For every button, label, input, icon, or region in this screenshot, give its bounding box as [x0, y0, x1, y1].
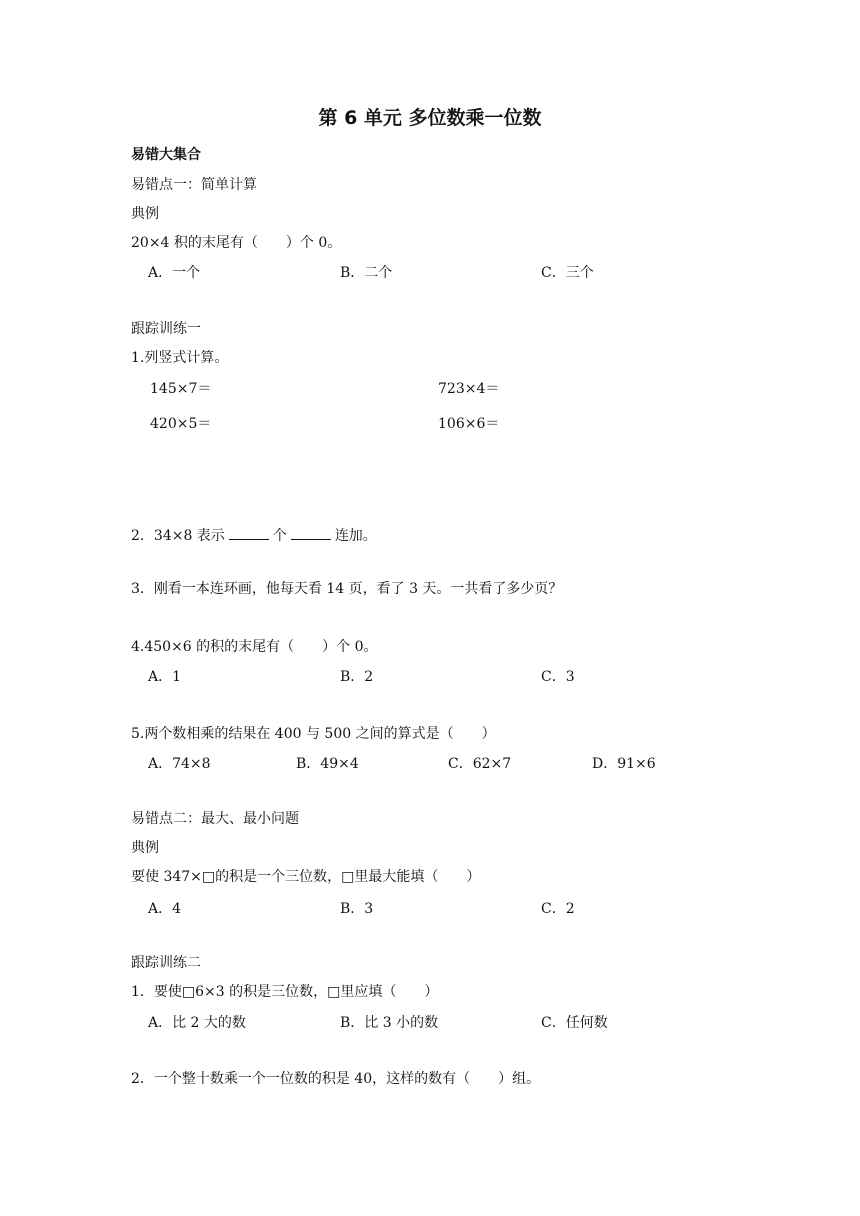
point1-option-c: C．三个	[541, 265, 594, 281]
training1-q2-pre: 2．34×8 表示	[131, 528, 225, 544]
point1-option-a: A．一个	[148, 265, 201, 281]
training2-q2: 2．一个整十数乘一个一位数的积是 40，这样的数有（ ）组。	[131, 1071, 541, 1087]
training1-q4-option-a: A．1	[148, 669, 182, 685]
training1-q4-option-b: B．2	[340, 669, 374, 685]
training1-label: 跟踪训练一	[131, 321, 201, 337]
training1-q1-item-4: 106×6＝	[438, 416, 500, 432]
training1-q5-option-d: D．91×6	[592, 756, 656, 772]
answer-blank[interactable]	[229, 525, 269, 540]
training1-q1-item-1: 145×7＝	[150, 381, 212, 397]
training1-q1-item-3: 420×5＝	[150, 416, 212, 432]
page-title: 第 6 单元 多位数乘一位数	[318, 107, 542, 129]
training1-q1-item-2: 723×4＝	[438, 381, 500, 397]
training1-q4-option-c: C．3	[541, 669, 575, 685]
answer-blank[interactable]	[291, 525, 331, 540]
point2-label: 易错点二：最大、最小问题	[131, 811, 299, 827]
point1-label: 易错点一：简单计算	[131, 177, 257, 193]
training1-q4-stem: 4.450×6 的积的末尾有（ ）个 0。	[131, 639, 378, 655]
training2-q1-option-b: B．比 3 小的数	[340, 1015, 439, 1031]
training1-q5-stem: 5.两个数相乘的结果在 400 与 500 之间的算式是（ ）	[131, 726, 496, 742]
training1-q5-option-c: C．62×7	[448, 756, 512, 772]
point1-example-question: 20×4 积的末尾有（ ）个 0。	[131, 235, 342, 251]
point2-option-b: B．3	[340, 901, 374, 917]
point2-example-question: 要使 347×□的积是一个三位数，□里最大能填（ ）	[131, 869, 481, 885]
point2-example-label: 典例	[131, 840, 159, 856]
point2-option-c: C．2	[541, 901, 575, 917]
training2-label: 跟踪训练二	[131, 955, 201, 971]
training1-q3: 3．刚看一本连环画，他每天看 14 页，看了 3 天。一共看了多少页？	[131, 581, 563, 597]
point1-option-b: B．二个	[340, 265, 393, 281]
training1-q2-mid: 个	[272, 528, 287, 544]
training1-q5-option-b: B．49×4	[296, 756, 359, 772]
training1-q1-stem: 1.列竖式计算。	[131, 350, 229, 366]
training2-q1-option-a: A．比 2 大的数	[148, 1015, 246, 1031]
training2-q1-stem: 1．要使□6×3 的积是三位数，□里应填（ ）	[131, 984, 439, 1000]
training2-q1-option-c: C．任何数	[541, 1015, 608, 1031]
section-heading: 易错大集合	[131, 147, 201, 163]
point2-option-a: A．4	[148, 901, 182, 917]
point1-example-label: 典例	[131, 206, 159, 222]
training1-q2	[131, 525, 377, 545]
training1-q5-option-a: A．74×8	[148, 756, 211, 772]
training1-q2-post: 连加。	[334, 528, 377, 544]
